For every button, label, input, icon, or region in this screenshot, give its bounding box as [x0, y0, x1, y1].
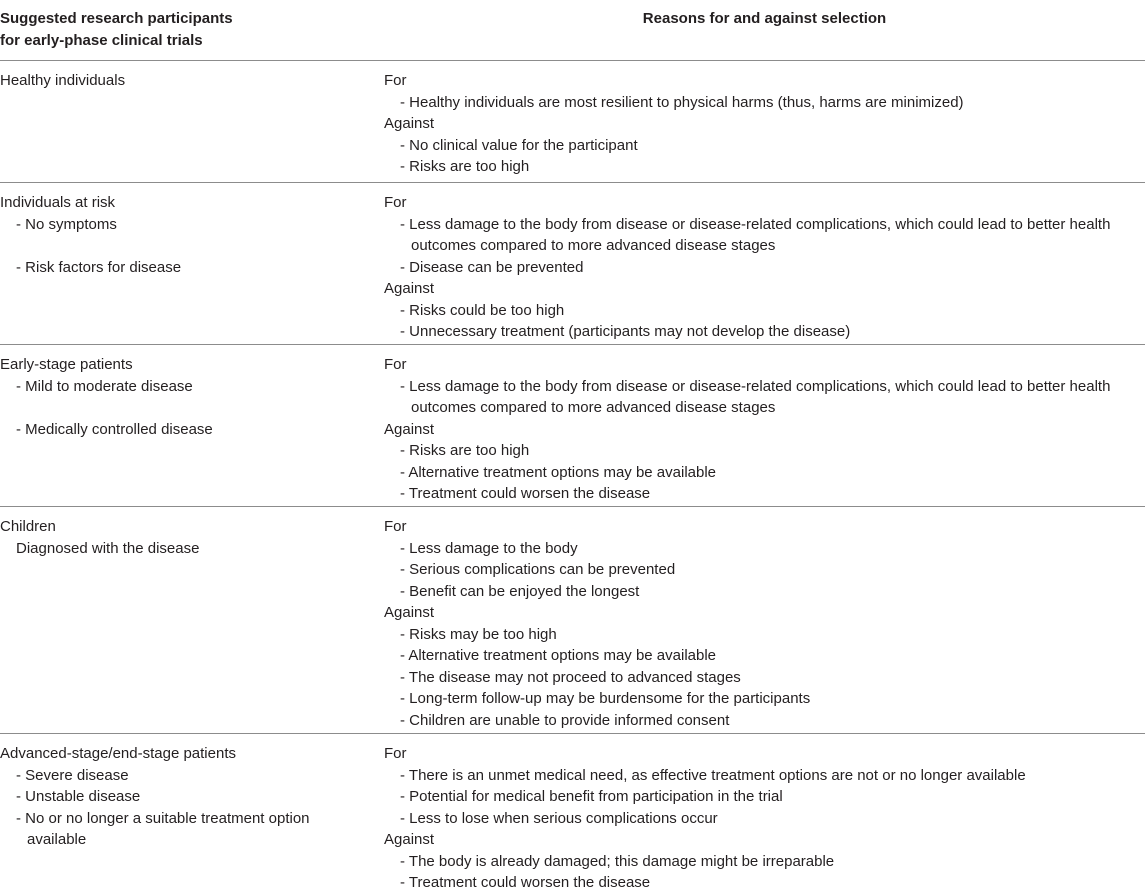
- participant-cell: [0, 61, 384, 182]
- participant-group-title: Children: [0, 518, 56, 535]
- participant-group-title: Individuals at risk: [0, 194, 116, 211]
- against-label: Against: [384, 115, 435, 132]
- against-label: Against: [384, 604, 435, 621]
- for-label: For: [384, 356, 407, 373]
- against-reason: - Unnecessary treatment (participants may not develop the disease): [400, 323, 851, 340]
- participant-subitem: - Risk factors for disease: [16, 258, 182, 276]
- for-reason: - Less to lose when serious complications occur: [400, 809, 718, 827]
- against-reason: - No clinical value for the participant: [400, 136, 638, 154]
- participant-cell: [0, 183, 384, 344]
- against-reason: - The disease may not proceed to advanced stages: [400, 668, 741, 686]
- for-reason: - Serious complications can be prevented: [400, 561, 676, 578]
- for-reason: - Disease can be prevented: [400, 258, 584, 276]
- against-reason: - Treatment could worsen the disease: [400, 874, 651, 891]
- participant-subitem: - Unstable disease: [16, 788, 141, 805]
- participants-header-line2: for early-phase clinical trials: [0, 32, 203, 49]
- participant-cell: [0, 345, 384, 506]
- participant-subitem: - Mild to moderate disease: [16, 377, 193, 395]
- for-label: For: [384, 72, 407, 89]
- reasons-cell: [384, 61, 1145, 182]
- table-row: [0, 734, 1145, 895]
- against-reason: - Alternative treatment options may be available: [400, 647, 717, 664]
- participant-subitem: - Medically controlled disease: [16, 420, 213, 438]
- against-reason: - Alternative treatment options may be available: [400, 463, 717, 481]
- against-reason: - Treatment could worsen the disease: [400, 485, 651, 502]
- reasons-cell: [384, 345, 1145, 506]
- reasons-cell: [384, 507, 1145, 733]
- participant-group-title: Advanced-stage/end-stage patients: [0, 745, 236, 762]
- participants-header-line1: Suggested research participants: [0, 10, 233, 27]
- for-reason: - Less damage to the body: [400, 539, 578, 557]
- against-label: Against: [384, 420, 435, 438]
- table-row: [0, 183, 1145, 345]
- participant-cell: [0, 507, 384, 733]
- participants-column-header: [0, 8, 330, 52]
- against-reason: - Children are unable to provide informed consent: [400, 711, 730, 729]
- against-reason: - Risks are too high: [400, 158, 530, 175]
- table-row: [0, 507, 1145, 734]
- for-reason: - Less damage to the body from disease or disease-related complications, which could lead to better health outcomes compared to more advanced disease stages: [400, 215, 1111, 254]
- participant-subitem: - No symptoms: [16, 215, 117, 233]
- for-reason: - Less damage to the body from disease or disease-related complications, which could lead to better health outcomes compared to more advanced disease stages: [400, 377, 1111, 416]
- against-reason: - Long-term follow-up may be burdensome for the participants: [400, 690, 811, 707]
- against-reason: - Risks could be too high: [400, 301, 565, 319]
- for-label: For: [384, 194, 407, 211]
- against-label: Against: [384, 280, 435, 297]
- for-reason: - There is an unmet medical need, as effective treatment options are not or no longer available: [400, 766, 1026, 784]
- for-reason: - Healthy individuals are most resilient to physical harms (thus, harms are minimized): [400, 93, 964, 111]
- for-label: For: [384, 518, 407, 535]
- reasons-column-header: Reasons for and against selection: [642, 10, 887, 27]
- participant-subitem: - Severe disease: [16, 766, 129, 784]
- participant-subitem: Diagnosed with the disease: [16, 539, 200, 557]
- reasons-cell: [384, 183, 1145, 344]
- against-reason: - Risks may be too high: [400, 625, 557, 643]
- against-label: Against: [384, 831, 435, 848]
- against-reason: - The body is already damaged; this damage might be irreparable: [400, 852, 835, 870]
- for-label: For: [384, 745, 407, 762]
- against-reason: - Risks are too high: [400, 442, 530, 459]
- table-header: [0, 0, 1145, 61]
- participant-cell: [0, 734, 384, 895]
- participant-group-title: Early-stage patients: [0, 356, 133, 373]
- table-row: [0, 61, 1145, 183]
- for-reason: - Benefit can be enjoyed the longest: [400, 582, 640, 600]
- for-reason: - Potential for medical benefit from participation in the trial: [400, 788, 783, 805]
- participant-subitem: - No or no longer a suitable treatment option available: [16, 809, 310, 848]
- table-row: [0, 345, 1145, 507]
- participant-group-title: Healthy individuals: [0, 72, 126, 89]
- reasons-cell: [384, 734, 1145, 895]
